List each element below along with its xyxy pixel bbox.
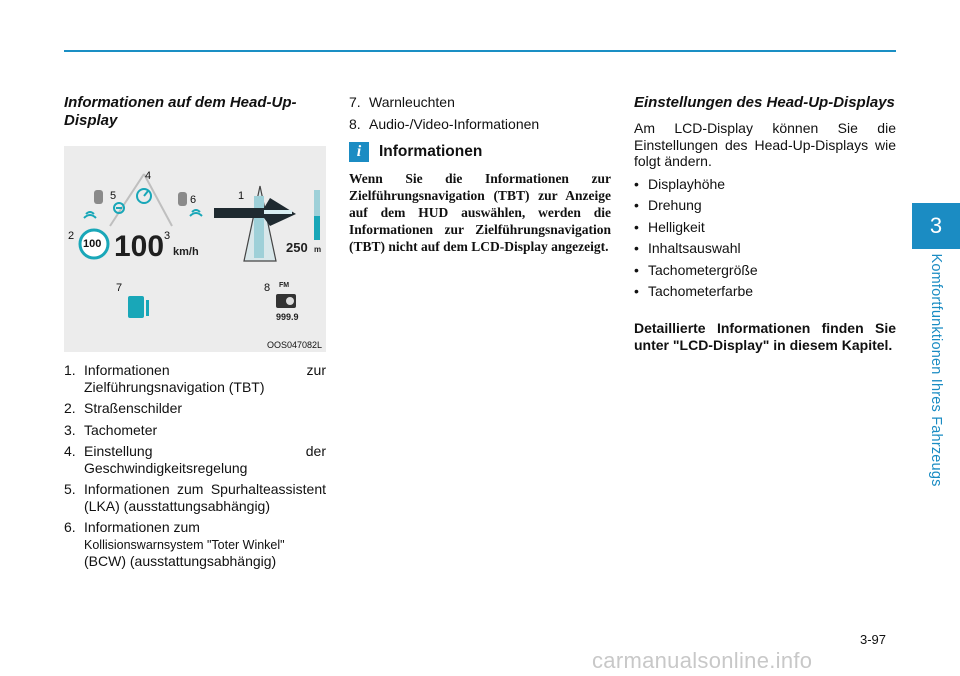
- list-item: 1. Informationen zur Zielführungsnavigation (TBT): [64, 362, 326, 395]
- cruise-control-icon: [137, 189, 151, 203]
- section-heading-hud-settings: Einstellungen des Head-Up-Displays: [634, 94, 895, 111]
- callout-1: 1: [238, 190, 245, 202]
- info-box-header: [349, 142, 611, 162]
- hud-figure: [64, 146, 326, 352]
- speed-sign-value: 100: [83, 238, 102, 250]
- reference-note: Detaillierte Informationen finden Sie unter "LCD-Display" in diesem Kapitel.: [634, 319, 896, 353]
- list-item: • Tachometerfarbe: [634, 283, 896, 300]
- list-item: 2. Straßenschilder: [64, 400, 183, 416]
- navigation-arrow-icon: [214, 186, 296, 261]
- list-item: • Helligkeit: [634, 219, 896, 236]
- radio-icon: [276, 294, 296, 308]
- callout-7: 7: [116, 282, 123, 294]
- settings-intro: Am LCD-Display können Sie die Einstellungen des Head-Up-Displays wie folgt ändern.: [634, 120, 896, 169]
- middle-column: [349, 94, 611, 269]
- callout-2: 2: [68, 230, 75, 242]
- radio-frequency: 999.9: [276, 312, 299, 322]
- list-item: 6. Informationen zum Kollisionswarnsystem "Toter Winkel" (BCW) (ausstattungsabhängig): [64, 519, 285, 569]
- list-item: 8. Audio-/Video-Informationen: [349, 115, 540, 132]
- settings-bullet-list: [634, 176, 896, 300]
- callout-4: 4: [145, 170, 152, 182]
- car-icon-left: [94, 190, 103, 204]
- list-item: 7. Warnleuchten: [349, 94, 455, 110]
- callout-3: 3: [164, 230, 171, 242]
- list-item: 3. Tachometer: [64, 421, 158, 438]
- list-item: • Displayhöhe: [634, 176, 896, 193]
- bcw-right-icon: [190, 210, 202, 216]
- radio-band: FM: [279, 282, 290, 289]
- chapter-number: 3: [929, 213, 943, 238]
- speed-unit: km/h: [173, 246, 199, 258]
- list-item: • Tachometergröße: [634, 262, 896, 279]
- section-heading-hud-info: Informationen auf dem Head-Up-Display: [64, 94, 297, 129]
- watermark: carmanualsonline.info: [592, 648, 813, 673]
- figure-legend-list: [64, 362, 326, 570]
- list-item: 5. Informationen zum Spurhalteassistent (LKA) (ausstattungsabhängig): [64, 481, 326, 514]
- list-item: 4. Einstellung der Geschwindigkeitsregelung: [64, 443, 326, 476]
- callout-6: 6: [190, 194, 197, 206]
- callout-5: 5: [110, 190, 117, 202]
- bcw-left-icon: [84, 212, 96, 218]
- chapter-tab: [912, 203, 960, 249]
- page-number: 3-97: [860, 632, 887, 647]
- info-body: Wenn Sie die Informationen zur Zielführungsnavigation (TBT) zur Anzeige auf dem HUD auswählen, werden die Informationen zur Zielführungsnavigation (TBT) nicht auf dem LCD-Display angezeigt.: [349, 171, 611, 254]
- car-icon-right: [178, 192, 187, 206]
- chapter-side-title: Komfortfunktionen Ihres Fahrzeugs: [928, 253, 944, 487]
- info-title: Informationen: [379, 143, 483, 160]
- left-column: [64, 94, 326, 575]
- distance-bar-fill: [314, 216, 320, 240]
- list-item: • Inhaltsauswahl: [634, 240, 896, 257]
- list-item: • Drehung: [634, 197, 896, 214]
- distance-unit: m: [314, 245, 322, 254]
- figure-code: OOS047082L: [266, 340, 322, 350]
- header-rule: [64, 50, 896, 52]
- fuel-warning-icon: [128, 296, 149, 318]
- distance-value: 250: [286, 240, 308, 255]
- speed-value: 100: [114, 230, 165, 263]
- info-icon: i: [349, 142, 369, 162]
- callout-8: 8: [264, 282, 271, 294]
- right-column: [634, 94, 896, 368]
